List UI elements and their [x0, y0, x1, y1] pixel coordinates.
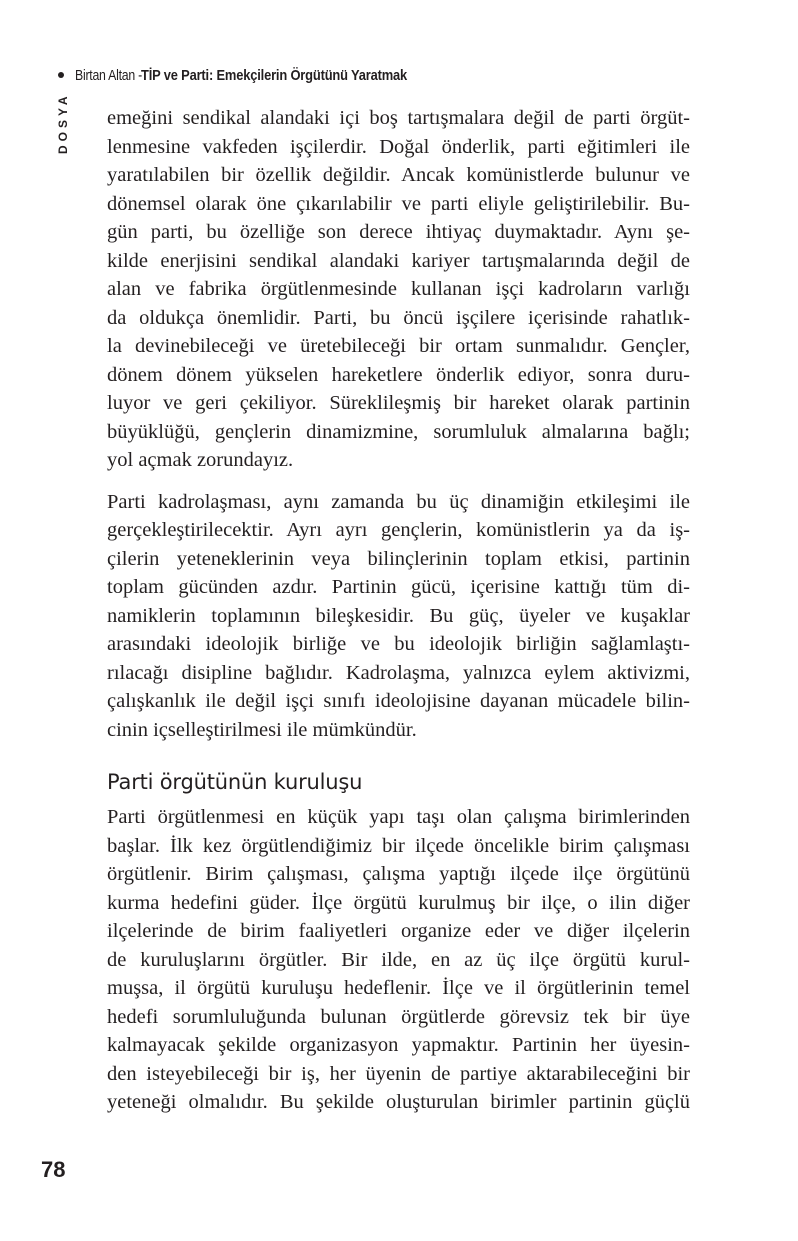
text-line: dönem dönem yükselen hareketlere önderlik ediyor, sonra duru- [107, 363, 690, 386]
section-heading: Parti örgütünün kuruluşu [107, 770, 363, 794]
text-line: büyüklüğü, gençlerin dinamizmine, sorumluluk almalarına bağlı; [107, 420, 690, 443]
text-line: yeteneği olmalıdır. Bu şekilde oluşturulan birimler partinin güçlü [107, 1091, 690, 1113]
text-line: ilçelerinde de birim faaliyetleri organize eder ve diğer ilçelerin [107, 920, 690, 942]
text-line: arasındaki ideolojik birliğe ve bu ideolojik birliğin sağlamlaştı- [107, 633, 690, 655]
text-line: hedefi sorumluluğunda bulunan örgütlerde görevsiz tek bir üye [107, 1005, 690, 1028]
running-head-author: Birtan Altan - [75, 66, 142, 84]
paragraph-1 [107, 104, 690, 475]
running-head [58, 64, 450, 86]
text-line: kilde enerjisini sendikal alandaki kariyer tartışmalarında değil de [107, 249, 690, 272]
running-head-title: TİP ve Parti: Emekçilerin Örgütünü Yaratmak [140, 66, 407, 84]
text-line: den isteyebileceği bir iş, her üyenin de partiye aktarabileceğini bir [107, 1062, 690, 1085]
text-line: dönemsel olarak öne çıkarılabilir ve parti eliyle geliştirilebilir. Bu- [107, 192, 690, 215]
text-line: rılacağı disipline bağlıdır. Kadrolaşma, yalnızca eylem aktivizmi, [107, 661, 690, 684]
text-line: örgütlenir. Birim çalışması, çalışma yaptığı ilçede ilçe örgütünü [107, 863, 690, 885]
text-line: Parti kadrolaşması, aynı zamanda bu üç dinamiğin etkileşimi ile [107, 490, 690, 513]
paragraph-2 [107, 488, 690, 745]
text-line: yol açmak zorundayız. [107, 449, 294, 471]
text-line: yaratılabilen bir özellik değildir. Ancak komünistlerde bulunur ve [107, 164, 690, 186]
text-line: cinin içselleştirilmesi ile mümkündür. [107, 718, 417, 741]
text-line: başlar. İlk kez örgütlendiğimiz bir ilçede öncelikle birim çalışması [107, 834, 690, 857]
text-line: toplam gücünden azdır. Partinin gücü, içerisine kattığı tüm di- [107, 576, 690, 598]
text-line: gün parti, bu özelliğe son derece ihtiyaç duymaktadır. Aynı şe- [107, 221, 690, 243]
body-text [107, 104, 690, 1130]
page-number: 78 [41, 1157, 66, 1182]
text-line: Parti örgütlenmesi en küçük yapı taşı olan çalışma birimlerinden [107, 806, 690, 828]
text-line: kalmayacak şekilde organizasyon yapmaktır. Partinin her üyesin- [107, 1034, 690, 1056]
text-line: gerçekleştirilecektir. Ayrı ayrı gençlerin, komünistlerin ya da iş- [107, 519, 690, 541]
text-line: namiklerin toplamının bileşkesidir. Bu güç, üyeler ve kuşaklar [107, 604, 690, 627]
paragraph-3 [107, 803, 690, 1117]
text-line: la devinebileceği ve üretebileceği bir ortam sunmalıdır. Gençler, [107, 335, 690, 357]
text-line: lenmesine vakfeden işçilerdir. Doğal önderlik, parti eğitimleri ile [107, 135, 690, 158]
text-line: luyor ve geri çekiliyor. Süreklileşmiş bir hareket olarak partinin [107, 392, 690, 414]
text-line: emeğini sendikal alandaki içi boş tartışmalara değil de parti örgüt- [107, 107, 690, 129]
text-line: muşsa, il örgütü kuruluşu hedeflenir. İlçe ve il örgütlerinin temel [107, 977, 690, 999]
text-line: kurma hedefini güder. İlçe örgütü kurulmuş bir ilçe, o ilin diğer [107, 891, 690, 914]
text-line: çilerin yeteneklerinin veya bilinçlerinin toplam etkisi, partinin [107, 547, 690, 570]
section-side-label: DOSYA [56, 92, 70, 154]
text-line: alan ve fabrika örgütlenmesinde kullanan işçi kadroların varlığı [107, 278, 690, 300]
bullet-icon [58, 72, 64, 78]
text-line: de kuruluşlarını örgütler. Bir ilde, en az üç ilçe örgütü kurul- [107, 948, 690, 971]
text-line: da oldukça önemlidir. Parti, bu öncü işçilere içerisinde rahatlık- [107, 306, 690, 329]
text-line: çalışkanlık ile değil işçi sınıfı ideolojisine dayanan mücadele bilin- [107, 690, 690, 712]
